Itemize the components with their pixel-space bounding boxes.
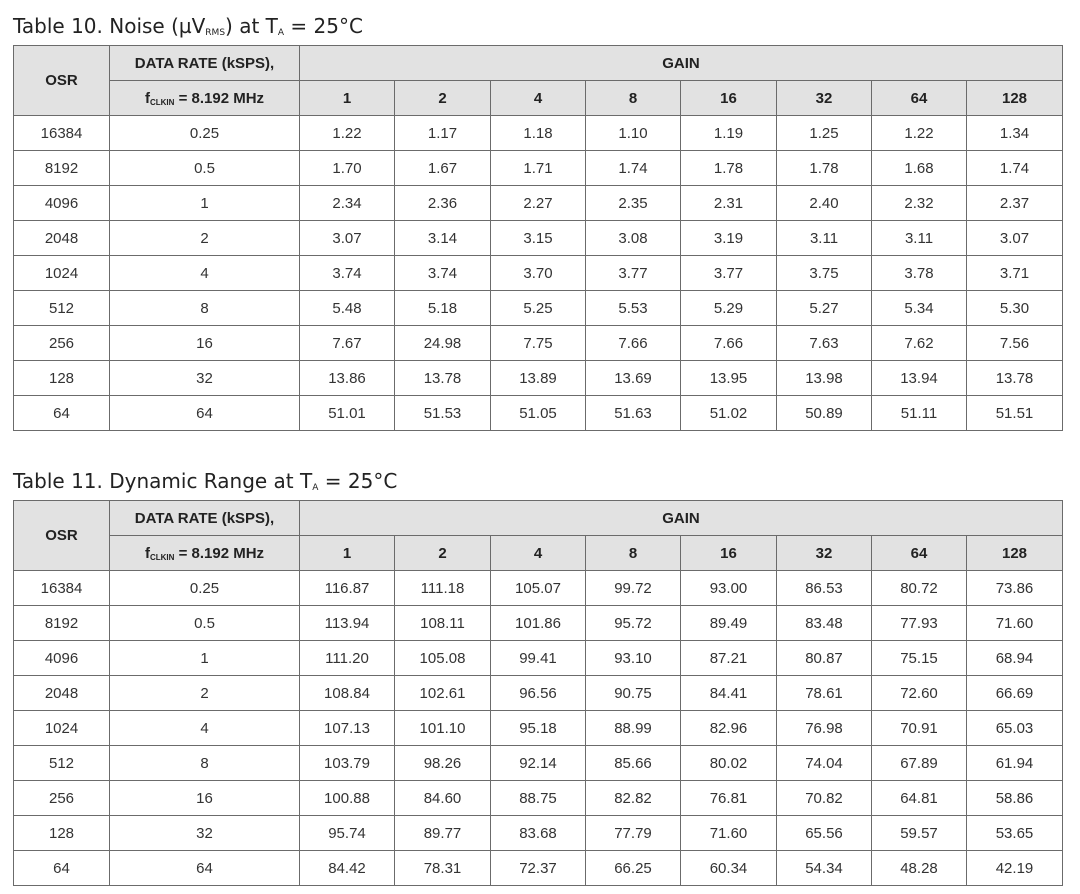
fclk-suffix: = 8.192 MHz bbox=[174, 544, 265, 562]
value-cell: 3.14 bbox=[395, 221, 491, 256]
value-cell: 5.48 bbox=[300, 291, 395, 326]
value-cell: 51.53 bbox=[395, 396, 491, 431]
value-cell: 74.04 bbox=[777, 746, 872, 781]
value-cell: 64.81 bbox=[872, 781, 967, 816]
value-cell: 42.19 bbox=[967, 851, 1063, 886]
value-cell: 51.01 bbox=[300, 396, 395, 431]
osr-cell: 64 bbox=[14, 851, 110, 886]
value-cell: 100.88 bbox=[300, 781, 395, 816]
table-row bbox=[14, 676, 1063, 711]
osr-cell: 2048 bbox=[14, 676, 110, 711]
caption-subscript: A bbox=[312, 483, 319, 493]
value-cell: 88.99 bbox=[586, 711, 681, 746]
value-cell: 5.18 bbox=[395, 291, 491, 326]
value-cell: 2.34 bbox=[300, 186, 395, 221]
osr-cell: 4096 bbox=[14, 641, 110, 676]
value-cell: 84.41 bbox=[681, 676, 777, 711]
value-cell: 76.81 bbox=[681, 781, 777, 816]
osr-cell: 8192 bbox=[14, 606, 110, 641]
data-rate-cell: 0.5 bbox=[110, 151, 300, 186]
value-cell: 59.57 bbox=[872, 816, 967, 851]
osr-cell: 512 bbox=[14, 746, 110, 781]
value-cell: 71.60 bbox=[967, 606, 1063, 641]
data-rate-cell: 2 bbox=[110, 676, 300, 711]
value-cell: 1.18 bbox=[491, 116, 586, 151]
fclk-subscript: CLKIN bbox=[149, 552, 175, 562]
value-cell: 102.61 bbox=[395, 676, 491, 711]
table-row bbox=[14, 151, 1063, 186]
data-rate-cell: 0.25 bbox=[110, 571, 300, 606]
value-cell: 1.22 bbox=[872, 116, 967, 151]
value-cell: 101.10 bbox=[395, 711, 491, 746]
value-cell: 78.31 bbox=[395, 851, 491, 886]
gain-header: GAIN bbox=[300, 46, 1063, 81]
osr-cell: 256 bbox=[14, 781, 110, 816]
table-header bbox=[14, 46, 1063, 116]
value-cell: 90.75 bbox=[586, 676, 681, 711]
value-cell: 67.89 bbox=[872, 746, 967, 781]
value-cell: 5.25 bbox=[491, 291, 586, 326]
value-cell: 108.84 bbox=[300, 676, 395, 711]
value-cell: 58.86 bbox=[967, 781, 1063, 816]
value-cell: 93.10 bbox=[586, 641, 681, 676]
value-cell: 51.02 bbox=[681, 396, 777, 431]
value-cell: 7.66 bbox=[586, 326, 681, 361]
data-rate-cell: 8 bbox=[110, 746, 300, 781]
table-row bbox=[14, 606, 1063, 641]
data-rate-cell: 4 bbox=[110, 711, 300, 746]
value-cell: 105.07 bbox=[491, 571, 586, 606]
osr-cell: 8192 bbox=[14, 151, 110, 186]
value-cell: 105.08 bbox=[395, 641, 491, 676]
gain-values-row bbox=[14, 536, 1063, 571]
gain-column-header: 1 bbox=[300, 81, 395, 116]
value-cell: 5.27 bbox=[777, 291, 872, 326]
caption-text: Table 10. Noise (µV bbox=[13, 14, 206, 38]
value-cell: 72.37 bbox=[491, 851, 586, 886]
value-cell: 75.15 bbox=[872, 641, 967, 676]
value-cell: 87.21 bbox=[681, 641, 777, 676]
data-rate-cell: 0.5 bbox=[110, 606, 300, 641]
data-rate-header: DATA RATE (kSPS), bbox=[110, 46, 300, 81]
gain-column-header: 2 bbox=[395, 536, 491, 571]
value-cell: 3.75 bbox=[777, 256, 872, 291]
table-row bbox=[14, 326, 1063, 361]
value-cell: 3.07 bbox=[967, 221, 1063, 256]
gain-values-row bbox=[14, 81, 1063, 116]
data-rate-cell: 4 bbox=[110, 256, 300, 291]
value-cell: 113.94 bbox=[300, 606, 395, 641]
value-cell: 1.34 bbox=[967, 116, 1063, 151]
osr-cell: 512 bbox=[14, 291, 110, 326]
clock-frequency-header bbox=[110, 81, 300, 116]
gain-column-header: 1 bbox=[300, 536, 395, 571]
value-cell: 54.34 bbox=[777, 851, 872, 886]
gain-column-header: 4 bbox=[491, 81, 586, 116]
table-row bbox=[14, 816, 1063, 851]
table-row bbox=[14, 781, 1063, 816]
value-cell: 1.71 bbox=[491, 151, 586, 186]
data-rate-header: DATA RATE (kSPS), bbox=[110, 501, 300, 536]
data-rate-cell: 1 bbox=[110, 186, 300, 221]
caption-text: Table 11. Dynamic Range at T bbox=[13, 469, 313, 493]
data-rate-cell: 8 bbox=[110, 291, 300, 326]
value-cell: 2.31 bbox=[681, 186, 777, 221]
value-cell: 68.94 bbox=[967, 641, 1063, 676]
value-cell: 51.51 bbox=[967, 396, 1063, 431]
value-cell: 3.77 bbox=[681, 256, 777, 291]
value-cell: 1.22 bbox=[300, 116, 395, 151]
value-cell: 83.48 bbox=[777, 606, 872, 641]
value-cell: 80.87 bbox=[777, 641, 872, 676]
value-cell: 51.05 bbox=[491, 396, 586, 431]
value-cell: 3.70 bbox=[491, 256, 586, 291]
value-cell: 51.63 bbox=[586, 396, 681, 431]
value-cell: 3.19 bbox=[681, 221, 777, 256]
value-cell: 86.53 bbox=[777, 571, 872, 606]
osr-header: OSR bbox=[14, 501, 110, 571]
value-cell: 77.93 bbox=[872, 606, 967, 641]
value-cell: 103.79 bbox=[300, 746, 395, 781]
gain-column-header: 128 bbox=[967, 536, 1063, 571]
gain-column-header: 8 bbox=[586, 81, 681, 116]
value-cell: 53.65 bbox=[967, 816, 1063, 851]
value-cell: 95.72 bbox=[586, 606, 681, 641]
table-row bbox=[14, 291, 1063, 326]
caption-text: = 25°C bbox=[284, 14, 363, 38]
value-cell: 13.86 bbox=[300, 361, 395, 396]
value-cell: 92.14 bbox=[491, 746, 586, 781]
osr-cell: 16384 bbox=[14, 116, 110, 151]
caption-text: = 25°C bbox=[318, 469, 398, 493]
value-cell: 89.49 bbox=[681, 606, 777, 641]
table-row bbox=[14, 256, 1063, 291]
value-cell: 7.66 bbox=[681, 326, 777, 361]
gain-column-header: 16 bbox=[681, 81, 777, 116]
value-cell: 66.25 bbox=[586, 851, 681, 886]
gain-column-header: 64 bbox=[872, 81, 967, 116]
table-row bbox=[14, 746, 1063, 781]
gain-column-header: 4 bbox=[491, 536, 586, 571]
gain-column-header: 64 bbox=[872, 536, 967, 571]
table-row bbox=[14, 361, 1063, 396]
table-row bbox=[14, 116, 1063, 151]
value-cell: 5.29 bbox=[681, 291, 777, 326]
value-cell: 65.56 bbox=[777, 816, 872, 851]
osr-cell: 1024 bbox=[14, 256, 110, 291]
value-cell: 95.18 bbox=[491, 711, 586, 746]
value-cell: 84.60 bbox=[395, 781, 491, 816]
table-row bbox=[14, 221, 1063, 256]
gain-column-header: 2 bbox=[395, 81, 491, 116]
value-cell: 2.40 bbox=[777, 186, 872, 221]
value-cell: 13.95 bbox=[681, 361, 777, 396]
value-cell: 99.41 bbox=[491, 641, 586, 676]
osr-cell: 2048 bbox=[14, 221, 110, 256]
osr-cell: 256 bbox=[14, 326, 110, 361]
osr-header: OSR bbox=[14, 46, 110, 116]
value-cell: 93.00 bbox=[681, 571, 777, 606]
value-cell: 1.19 bbox=[681, 116, 777, 151]
table-row bbox=[14, 571, 1063, 606]
value-cell: 3.77 bbox=[586, 256, 681, 291]
value-cell: 7.75 bbox=[491, 326, 586, 361]
value-cell: 78.61 bbox=[777, 676, 872, 711]
value-cell: 2.35 bbox=[586, 186, 681, 221]
osr-cell: 1024 bbox=[14, 711, 110, 746]
value-cell: 3.11 bbox=[777, 221, 872, 256]
value-cell: 95.74 bbox=[300, 816, 395, 851]
value-cell: 111.20 bbox=[300, 641, 395, 676]
value-cell: 7.63 bbox=[777, 326, 872, 361]
fclk-prefix: f bbox=[144, 89, 150, 107]
value-cell: 2.36 bbox=[395, 186, 491, 221]
value-cell: 1.67 bbox=[395, 151, 491, 186]
value-cell: 3.78 bbox=[872, 256, 967, 291]
osr-cell: 128 bbox=[14, 361, 110, 396]
caption-text: ) at T bbox=[225, 14, 278, 38]
value-cell: 1.17 bbox=[395, 116, 491, 151]
value-cell: 51.11 bbox=[872, 396, 967, 431]
value-cell: 107.13 bbox=[300, 711, 395, 746]
data-rate-cell: 64 bbox=[110, 396, 300, 431]
fclk-prefix: f bbox=[144, 544, 150, 562]
value-cell: 98.26 bbox=[395, 746, 491, 781]
value-cell: 80.72 bbox=[872, 571, 967, 606]
value-cell: 108.11 bbox=[395, 606, 491, 641]
value-cell: 71.60 bbox=[681, 816, 777, 851]
value-cell: 7.56 bbox=[967, 326, 1063, 361]
value-cell: 3.08 bbox=[586, 221, 681, 256]
value-cell: 1.10 bbox=[586, 116, 681, 151]
value-cell: 50.89 bbox=[777, 396, 872, 431]
value-cell: 61.94 bbox=[967, 746, 1063, 781]
value-cell: 5.30 bbox=[967, 291, 1063, 326]
fclk-subscript: CLKIN bbox=[149, 97, 175, 107]
data-rate-cell: 32 bbox=[110, 361, 300, 396]
table-header bbox=[14, 501, 1063, 571]
caption-subscript: A bbox=[277, 28, 285, 38]
value-cell: 7.67 bbox=[300, 326, 395, 361]
value-cell: 70.91 bbox=[872, 711, 967, 746]
gain-column-header: 32 bbox=[777, 81, 872, 116]
clock-frequency-header bbox=[110, 536, 300, 571]
dynamic-range-table bbox=[13, 500, 1063, 886]
table-row bbox=[14, 186, 1063, 221]
value-cell: 77.79 bbox=[586, 816, 681, 851]
value-cell: 65.03 bbox=[967, 711, 1063, 746]
value-cell: 96.56 bbox=[491, 676, 586, 711]
value-cell: 13.98 bbox=[777, 361, 872, 396]
value-cell: 82.96 bbox=[681, 711, 777, 746]
value-cell: 5.53 bbox=[586, 291, 681, 326]
value-cell: 1.78 bbox=[681, 151, 777, 186]
value-cell: 13.69 bbox=[586, 361, 681, 396]
osr-cell: 64 bbox=[14, 396, 110, 431]
value-cell: 116.87 bbox=[300, 571, 395, 606]
value-cell: 3.15 bbox=[491, 221, 586, 256]
value-cell: 76.98 bbox=[777, 711, 872, 746]
value-cell: 3.11 bbox=[872, 221, 967, 256]
value-cell: 7.62 bbox=[872, 326, 967, 361]
value-cell: 1.74 bbox=[586, 151, 681, 186]
table-row bbox=[14, 396, 1063, 431]
value-cell: 2.37 bbox=[967, 186, 1063, 221]
gain-column-header: 16 bbox=[681, 536, 777, 571]
noise-table bbox=[13, 45, 1063, 431]
gain-header: GAIN bbox=[300, 501, 1063, 536]
table-body bbox=[14, 116, 1063, 431]
value-cell: 85.66 bbox=[586, 746, 681, 781]
value-cell: 1.25 bbox=[777, 116, 872, 151]
value-cell: 83.68 bbox=[491, 816, 586, 851]
value-cell: 3.74 bbox=[395, 256, 491, 291]
table-row bbox=[14, 641, 1063, 676]
data-rate-cell: 64 bbox=[110, 851, 300, 886]
gain-column-header: 32 bbox=[777, 536, 872, 571]
table-10-caption bbox=[13, 14, 363, 38]
fclk-suffix: = 8.192 MHz bbox=[174, 89, 265, 107]
value-cell: 1.68 bbox=[872, 151, 967, 186]
caption-subscript: RMS bbox=[205, 28, 226, 38]
value-cell: 3.71 bbox=[967, 256, 1063, 291]
osr-cell: 4096 bbox=[14, 186, 110, 221]
osr-cell: 16384 bbox=[14, 571, 110, 606]
value-cell: 88.75 bbox=[491, 781, 586, 816]
gain-column-header: 128 bbox=[967, 81, 1063, 116]
data-rate-cell: 1 bbox=[110, 641, 300, 676]
gain-column-header: 8 bbox=[586, 536, 681, 571]
data-rate-cell: 2 bbox=[110, 221, 300, 256]
value-cell: 1.74 bbox=[967, 151, 1063, 186]
value-cell: 66.69 bbox=[967, 676, 1063, 711]
value-cell: 101.86 bbox=[491, 606, 586, 641]
table-row bbox=[14, 711, 1063, 746]
value-cell: 1.78 bbox=[777, 151, 872, 186]
value-cell: 13.89 bbox=[491, 361, 586, 396]
value-cell: 89.77 bbox=[395, 816, 491, 851]
value-cell: 84.42 bbox=[300, 851, 395, 886]
value-cell: 13.78 bbox=[967, 361, 1063, 396]
data-rate-cell: 16 bbox=[110, 781, 300, 816]
table-row bbox=[14, 851, 1063, 886]
value-cell: 72.60 bbox=[872, 676, 967, 711]
value-cell: 3.74 bbox=[300, 256, 395, 291]
data-rate-cell: 0.25 bbox=[110, 116, 300, 151]
value-cell: 82.82 bbox=[586, 781, 681, 816]
value-cell: 24.98 bbox=[395, 326, 491, 361]
data-rate-cell: 32 bbox=[110, 816, 300, 851]
value-cell: 2.27 bbox=[491, 186, 586, 221]
value-cell: 1.70 bbox=[300, 151, 395, 186]
value-cell: 5.34 bbox=[872, 291, 967, 326]
value-cell: 13.78 bbox=[395, 361, 491, 396]
value-cell: 2.32 bbox=[872, 186, 967, 221]
value-cell: 70.82 bbox=[777, 781, 872, 816]
value-cell: 111.18 bbox=[395, 571, 491, 606]
value-cell: 3.07 bbox=[300, 221, 395, 256]
data-rate-cell: 16 bbox=[110, 326, 300, 361]
osr-cell: 128 bbox=[14, 816, 110, 851]
table-11-caption bbox=[13, 469, 397, 493]
value-cell: 13.94 bbox=[872, 361, 967, 396]
value-cell: 48.28 bbox=[872, 851, 967, 886]
table-body bbox=[14, 571, 1063, 886]
value-cell: 60.34 bbox=[681, 851, 777, 886]
value-cell: 73.86 bbox=[967, 571, 1063, 606]
value-cell: 80.02 bbox=[681, 746, 777, 781]
value-cell: 99.72 bbox=[586, 571, 681, 606]
